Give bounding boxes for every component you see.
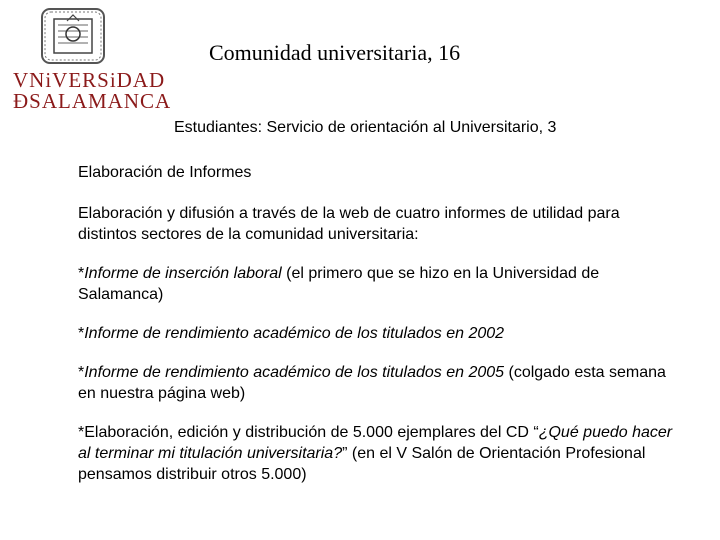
- bullet: *: [78, 325, 85, 342]
- report-note: (colgado esta semana en nuestra página web): [78, 364, 666, 402]
- logo-line-1: VNiVERSiDAD: [13, 68, 166, 92]
- page-title: Comunidad universitaria, 16: [209, 40, 461, 65]
- report-title: Informe de inserción laboral: [84, 265, 282, 282]
- page-subtitle: Estudiantes: Servicio de orientación al Universitario, 3: [174, 119, 557, 136]
- intro-paragraph: Elaboración y difusión a través de la web de cuatro informes de utilidad para distintos sectores de la comunidad universitaria:: [78, 205, 620, 243]
- university-logo: [13, 70, 171, 112]
- university-seal-icon: [40, 7, 106, 65]
- cd-note: ” (en el V Salón de Orientación Profesional pensamos distribuir otros 5.000): [78, 445, 646, 483]
- report-title: Informe de rendimiento académico de los titulados en 2002: [84, 325, 505, 342]
- report-item-1: [78, 263, 678, 305]
- section-heading: Elaboración de Informes: [78, 164, 252, 181]
- report-title: Informe de rendimiento académico de los titulados en 2005: [84, 364, 505, 381]
- cd-text: *Elaboración, edición y distribución de 5.000 ejemplares del CD “: [78, 424, 539, 441]
- report-note: (el primero que se hizo en la Universidad de Salamanca): [78, 265, 600, 303]
- slide-content: [78, 162, 678, 503]
- bullet: *: [78, 265, 85, 282]
- report-item-3: [78, 362, 678, 404]
- logo-line-2: ÐSALAMANCA: [13, 89, 172, 113]
- bullet: *: [78, 364, 85, 381]
- cd-title: ¿Qué puedo hacer al terminar mi titulación universitaria?: [78, 424, 673, 462]
- cd-item: [78, 422, 678, 485]
- report-item-2: [78, 323, 678, 344]
